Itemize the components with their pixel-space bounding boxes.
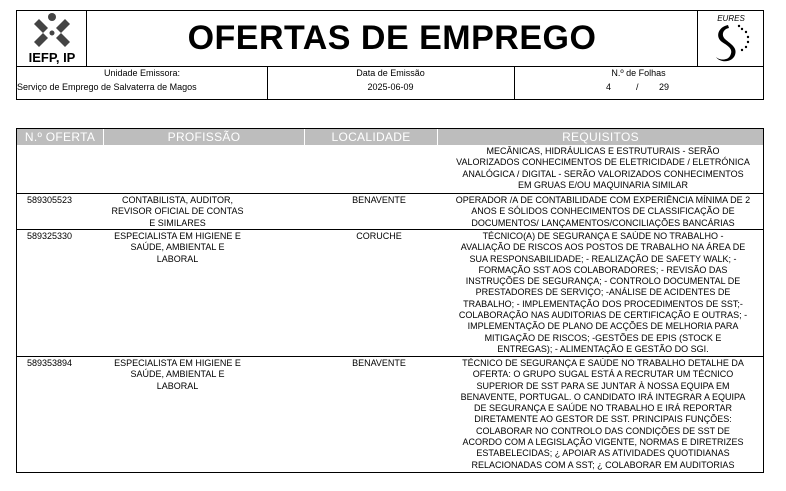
row-profession xyxy=(105,358,250,392)
profession-line: ESPECIALISTA EM HIGIENE E xyxy=(114,231,241,241)
profession-line: REVISOR OFICIAL DE CONTAS xyxy=(111,206,244,217)
offer-number: 589305523 xyxy=(27,195,73,205)
profession-line: SAÚDE, AMBIENTAL E xyxy=(130,242,225,253)
requirements-line: OPERADOR /A DE CONTABILIDADE COM EXPERIÊNCIA MÍNIMA DE 2 xyxy=(455,195,751,205)
offer-number: 589353894 xyxy=(27,358,73,368)
profession-line: LABORAL xyxy=(156,380,199,391)
profession-line: LABORAL xyxy=(156,253,199,264)
issue-date-label: Data de Emissão xyxy=(356,68,425,78)
requirements-line: SUA RESPONSABILIDADE; - REALIZAÇÃO DE SAFETY WALK; - xyxy=(469,253,737,264)
requirements-line: ENTREGAS); - ALIMENTAÇÃO E GESTÃO DO SGI. xyxy=(497,343,709,354)
row-location: BENAVENTE xyxy=(352,358,406,368)
profession-line: CONTABILISTA, AUDITOR, xyxy=(121,195,234,205)
row-requirements xyxy=(442,358,764,471)
header-divider xyxy=(304,129,305,145)
requirements-line: COLABORAÇÃO NAS AUDITORIAS DE CERTIFICAÇÃO E OUTRAS; - xyxy=(458,310,748,321)
table-row xyxy=(17,229,763,357)
requirements-line: ACORDO COM A LEGISLAÇÃO VIGENTE, NORMAS E DIRETRIZES xyxy=(462,437,744,448)
eures-emblem-icon xyxy=(698,11,764,66)
profession-line: ESPECIALISTA EM HIGIENE E xyxy=(114,358,241,368)
requirements-line: ESTABELECIDAS; ¿ APOIAR AS ATIVIDADES QUOTIDIANAS xyxy=(476,448,730,459)
requirements-line: TÉCNICO(A) DE SEGURANÇA E SAÚDE NO TRABALHO - xyxy=(482,231,724,241)
requirements-line: FORMAÇÃO SST AOS COLABORADORES; - REVISÃO DAS xyxy=(478,264,728,275)
offer-number: 589325330 xyxy=(27,231,73,241)
row-location: CORUCHE xyxy=(356,231,402,241)
requirements-line: IMPLEMENTAÇÃO DE PLANO DE ACÇÕES DE MELHORIA PARA xyxy=(467,321,739,332)
page-title: OFERTAS DE EMPREGO xyxy=(187,19,597,57)
page-current: 4 xyxy=(606,82,612,92)
column-header-requirements: REQUISITOS xyxy=(562,130,639,144)
table-header xyxy=(17,129,763,145)
requirements-line: INSTRUÇÕES DE SEGURANÇA; - CONTROLO DOCUMENTAL DE xyxy=(465,276,741,287)
row-requirements xyxy=(442,231,764,355)
header-divider xyxy=(103,129,104,145)
table-row xyxy=(17,356,763,474)
page-separator: / xyxy=(636,82,639,92)
page-count xyxy=(514,66,763,100)
requirements-line: DOCUMENTOS/ LANÇAMENTOS/CONCILIAÇÕES BANCÁRIAS xyxy=(471,217,735,228)
issuing-unit-label: Unidade Emissora: xyxy=(103,68,181,78)
eures-logo xyxy=(697,11,763,66)
requirements-line: PRESTADORES DE SERVIÇO; -ANÁLISE DE ACIDENTES DE xyxy=(475,287,731,298)
emission-info xyxy=(16,66,764,100)
page-count-label: N.º de Folhas xyxy=(611,68,666,78)
profession-line: E SIMILARES xyxy=(149,217,206,228)
table-row xyxy=(17,193,763,230)
iefp-emblem-icon xyxy=(17,11,87,66)
requirements-line: AVALIAÇÃO DE RISCOS AOS POSTOS DE TRABALHO NA ÁREA DE xyxy=(460,242,746,253)
row-profession xyxy=(105,195,250,229)
requirements-line: BENAVENTE, PORTUGAL. O CANDIDATO IRÁ INTEGRAR A EQUIPA xyxy=(460,391,746,402)
iefp-logo-text: IEFP, IP xyxy=(28,50,76,65)
requirements-line: EM GRUAS E/OU MAQUINARIA SIMILAR xyxy=(517,179,689,190)
page-total: 29 xyxy=(659,82,670,92)
issuing-unit-value: Serviço de Emprego de Salvaterra de Magos xyxy=(17,82,197,92)
table-row xyxy=(17,145,763,193)
requirements-line: OFERTA: O GRUPO SUGAL ESTÁ A RECRUTAR UM TÉCNICO xyxy=(472,369,734,380)
iefp-logo xyxy=(17,11,87,66)
row-location: BENAVENTE xyxy=(352,195,406,205)
column-header-profession: PROFISSÃO xyxy=(167,130,241,144)
requirements-line: DE SEGURANÇA E SAÚDE NO TRABALHO E IRÁ REPORTAR xyxy=(473,403,733,414)
requirements-line: MITIGAÇÃO DE RISCOS; -GESTÕES DE EPIS (STOCK E xyxy=(484,332,722,343)
row-profession xyxy=(105,231,250,265)
issue-date-value: 2025-06-09 xyxy=(367,82,414,92)
issue-date xyxy=(267,66,515,100)
profession-line: SAÚDE, AMBIENTAL E xyxy=(130,369,225,380)
requirements-line: ANALÓGICA / DIGITAL - SERÃO VALORIZADOS CONHECIMENTOS xyxy=(462,168,744,179)
requirements-line: ANOS E SÓLIDOS CONHECIMENTOS DE CLASSIFICAÇÃO DE xyxy=(471,206,735,217)
row-requirements xyxy=(442,146,764,191)
requirements-line: COLABORAR NO CONTROLO DAS CONDIÇÕES DE SST DE xyxy=(476,425,730,436)
eures-logo-text: EURES xyxy=(717,14,745,23)
requirements-line: VALORIZADOS CONHECIMENTOS DE ELETRICIDADE / ELETRÓNICA xyxy=(456,157,750,168)
requirements-line: TRABALHO; - IMPLEMENTAÇÃO DOS PROCEDIMENTOS DE SST;- xyxy=(463,298,743,309)
row-requirements xyxy=(442,195,764,229)
requirements-line: MECÂNICAS, HIDRÁULICAS E ESTRUTURAIS - SERÃO xyxy=(486,146,720,156)
column-header-location: LOCALIDADE xyxy=(331,130,411,144)
requirements-line: RELACIONADAS COM A SST; ¿ COLABORAR EM AUDITORIAS xyxy=(471,459,735,470)
requirements-line: TÉCNICO DE SEGURANÇA E SAÚDE NO TRABALHO DETALHE DA xyxy=(462,358,744,368)
requirements-line: SUPERIOR DE SST PARA SE JUNTAR À NOSSA EQUIPA EM xyxy=(476,380,730,391)
requirements-line: DIRETAMENTE AO GESTOR DE SST. PRINCIPAIS FUNÇÕES: xyxy=(474,414,732,425)
issuing-unit xyxy=(17,66,268,100)
column-header-offer-number: N.º OFERTA xyxy=(24,130,96,144)
header-divider xyxy=(437,129,438,145)
